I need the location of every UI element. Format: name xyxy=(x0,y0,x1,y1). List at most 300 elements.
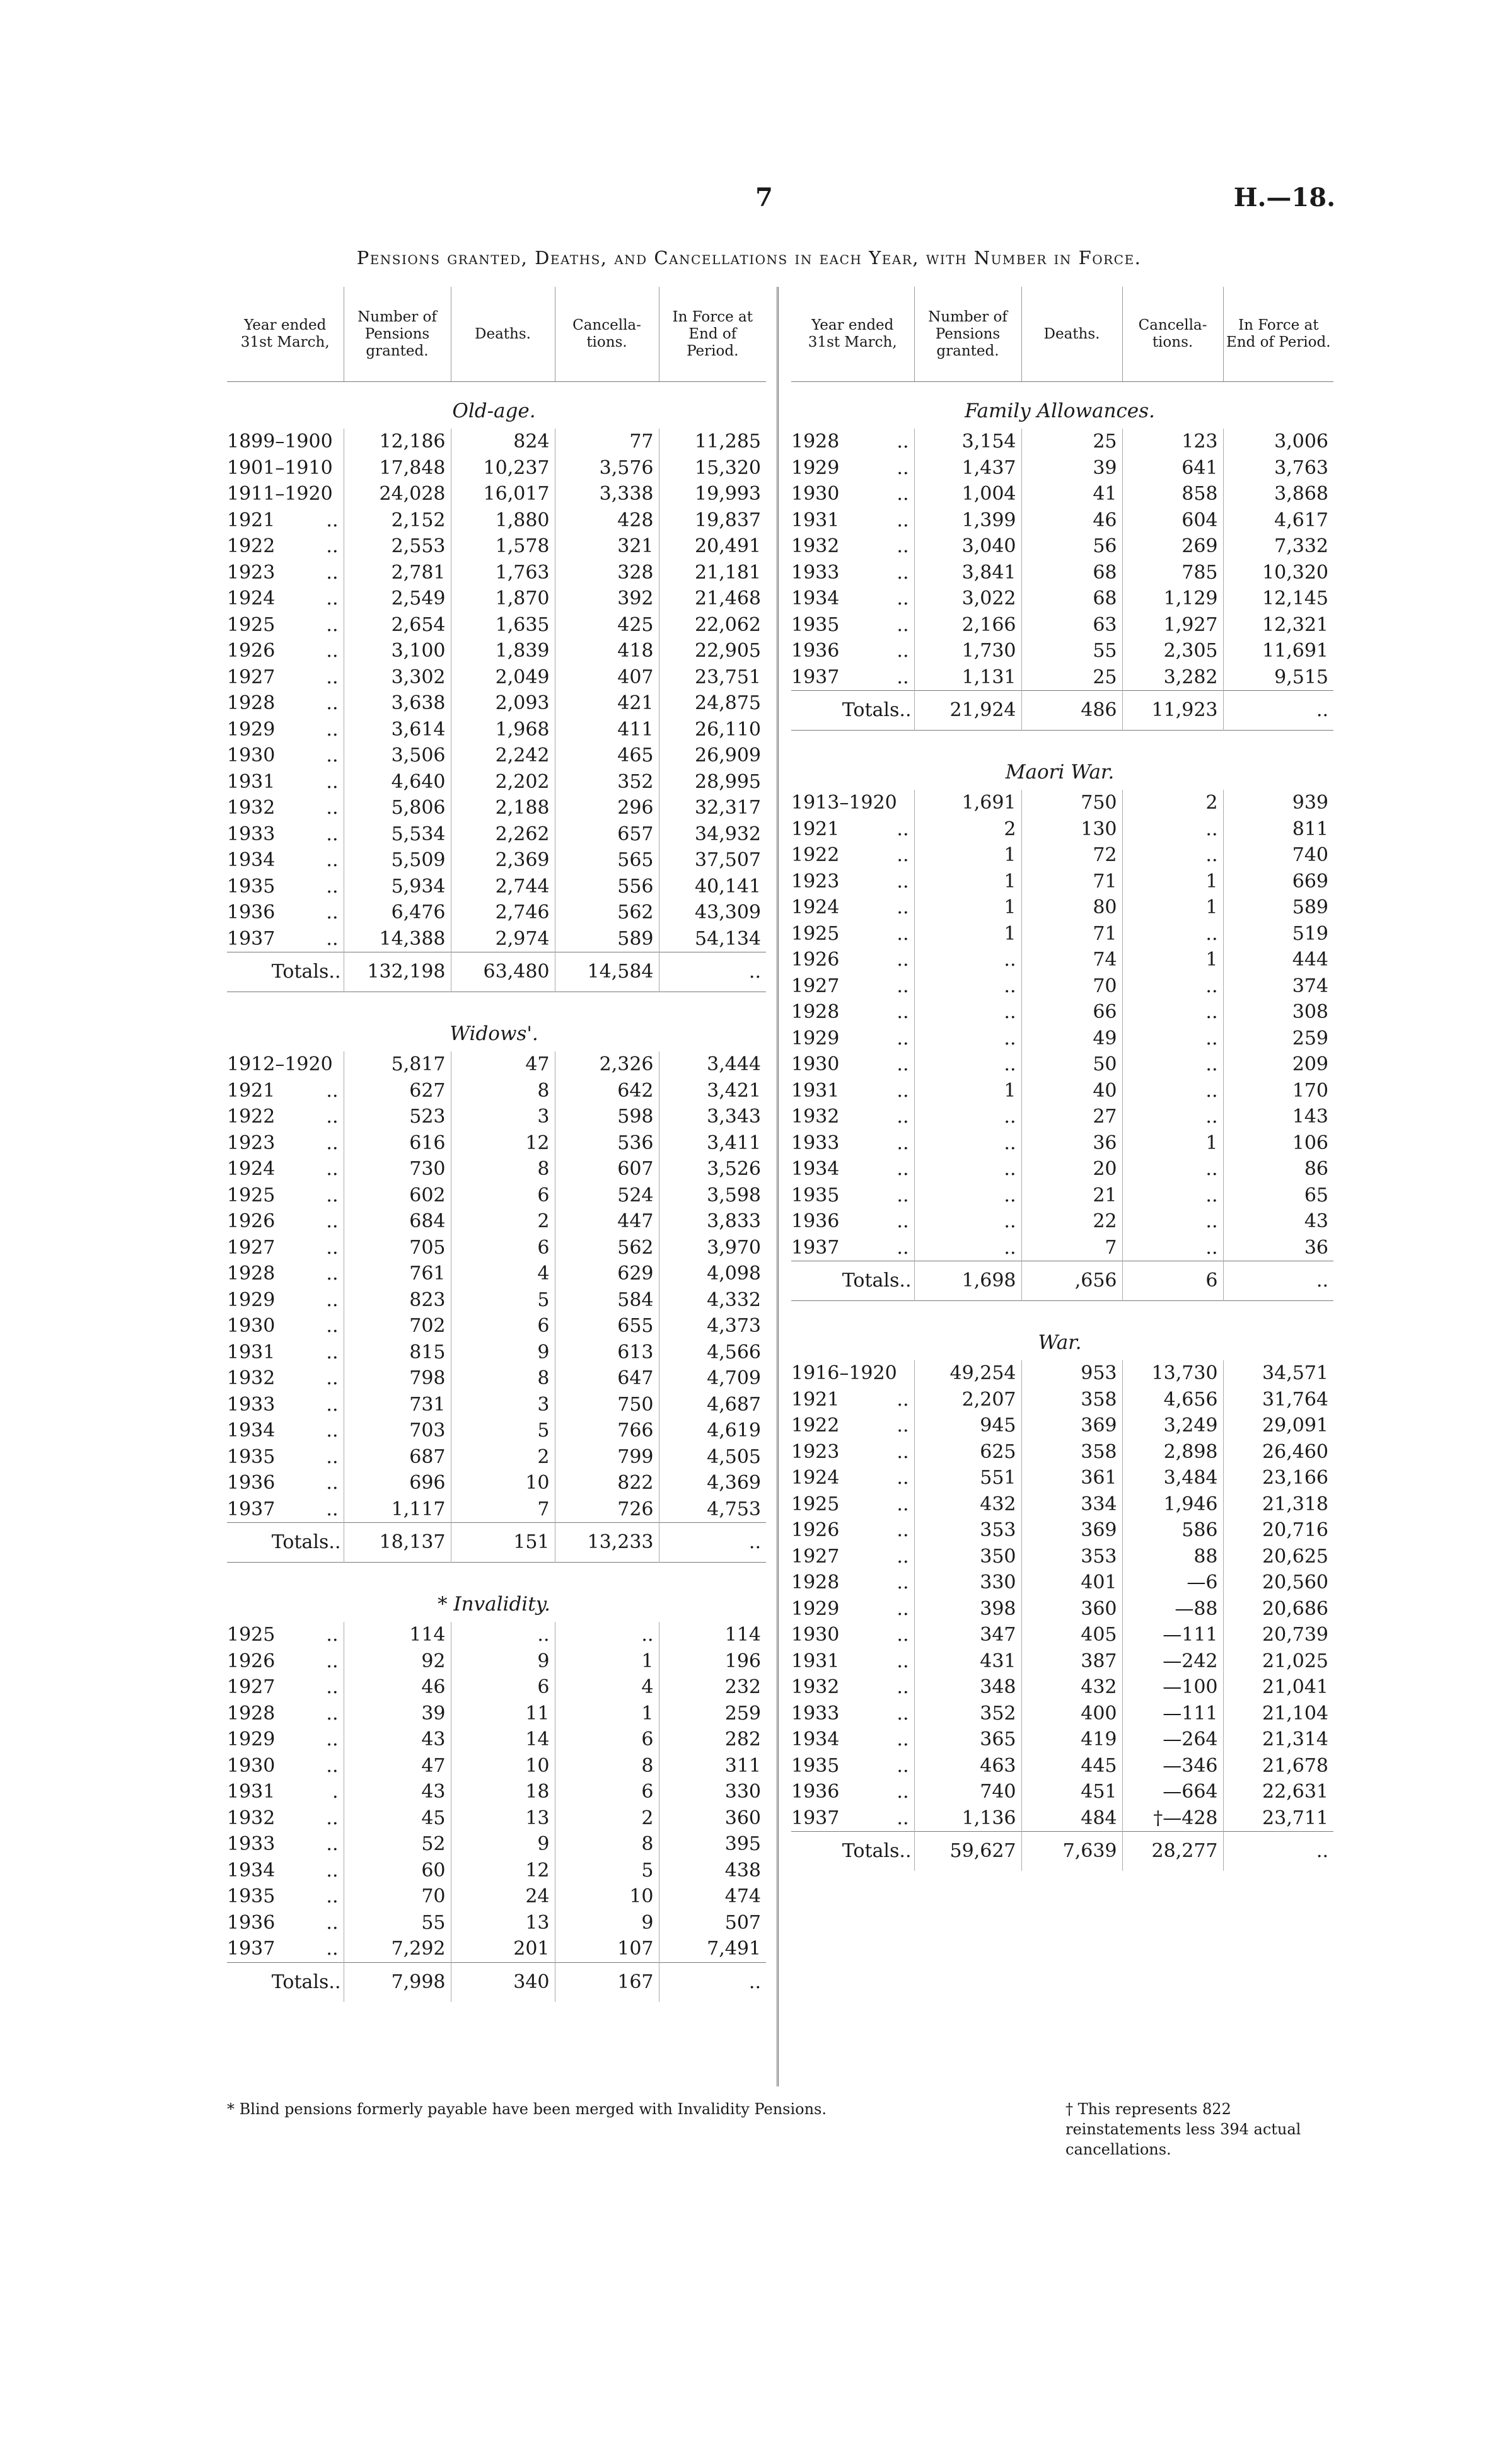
table-row xyxy=(227,743,766,769)
table-row xyxy=(227,1831,766,1858)
deaths-cell: 25 xyxy=(1021,429,1122,455)
cancellations-cell: —111 xyxy=(1122,1622,1223,1648)
leader-dots: .. xyxy=(897,613,909,636)
deaths-cell: 2,369 xyxy=(451,847,555,874)
granted-cell: 24,028 xyxy=(344,481,451,507)
spacer-cell xyxy=(791,1301,1333,1314)
year-cell xyxy=(791,429,914,455)
cancellations-cell: 2 xyxy=(1122,790,1223,816)
totals-granted: 21,924 xyxy=(914,691,1021,731)
table-row xyxy=(227,1104,766,1130)
year-cell xyxy=(227,1183,344,1209)
in-force-cell: 3,526 xyxy=(659,1156,766,1183)
leader-dots: .. xyxy=(326,1650,339,1672)
year-cell xyxy=(791,1130,914,1157)
year-cell xyxy=(227,1701,344,1727)
year-cell xyxy=(227,1648,344,1675)
cancellations-cell: .. xyxy=(1122,1208,1223,1235)
deaths-cell: 46 xyxy=(1021,507,1122,534)
year-label: 1929 xyxy=(791,1027,840,1050)
granted-cell: 823 xyxy=(344,1287,451,1314)
table-row xyxy=(227,1208,766,1235)
deaths-cell: 80 xyxy=(1021,894,1122,921)
year-label: 1926 xyxy=(791,949,840,971)
cancellations-cell: 799 xyxy=(555,1444,659,1471)
table-row xyxy=(227,1648,766,1675)
in-force-cell: 589 xyxy=(1223,894,1333,921)
year-label: 1937 xyxy=(227,1938,276,1960)
in-force-cell: 259 xyxy=(1223,1026,1333,1052)
totals-granted: 7,998 xyxy=(344,1962,451,2002)
table-row xyxy=(791,1156,1333,1183)
year-cell xyxy=(227,1051,344,1078)
granted-cell: 5,817 xyxy=(344,1051,451,1078)
year-cell xyxy=(227,1078,344,1104)
cancellations-cell: .. xyxy=(1122,999,1223,1026)
leader-dots: .. xyxy=(897,561,909,584)
year-cell xyxy=(791,1387,914,1413)
cancellations-cell: 6 xyxy=(555,1727,659,1753)
year-label: 1932 xyxy=(227,1367,276,1389)
granted-cell: 1,437 xyxy=(914,455,1021,482)
cancellations-cell: 328 xyxy=(555,560,659,586)
granted-cell: 5,934 xyxy=(344,874,451,900)
cancellations-cell: 2,305 xyxy=(1122,638,1223,664)
totals-granted: 18,137 xyxy=(344,1523,451,1563)
cancellations-cell: 562 xyxy=(555,1235,659,1261)
deaths-cell: 2,242 xyxy=(451,743,555,769)
cancellations-cell: .. xyxy=(1122,1156,1223,1183)
leader-dots: .. xyxy=(897,1571,909,1594)
year-label: 1935 xyxy=(791,613,840,636)
deaths-cell: 9 xyxy=(451,1648,555,1675)
col-header-year: Year ended 31st March, xyxy=(227,287,344,382)
in-force-cell: 10,320 xyxy=(1223,560,1333,586)
in-force-cell: 37,507 xyxy=(659,847,766,874)
deaths-cell: 68 xyxy=(1021,586,1122,612)
table-row xyxy=(791,1026,1333,1052)
year-cell xyxy=(227,1779,344,1805)
table-row xyxy=(227,1418,766,1444)
year-label: 1925 xyxy=(227,1184,276,1206)
granted-cell: 347 xyxy=(914,1622,1021,1648)
leader-dots: .. xyxy=(326,823,339,845)
table-row xyxy=(791,560,1333,586)
year-cell xyxy=(791,1622,914,1648)
table-row xyxy=(227,1470,766,1496)
table-row xyxy=(791,638,1333,664)
leader-dots: .. xyxy=(897,1236,909,1259)
granted-cell: 684 xyxy=(344,1208,451,1235)
document-reference: H.—18. xyxy=(1233,183,1335,212)
totals-cancellations: 167 xyxy=(555,1962,659,2002)
year-label: 1935 xyxy=(791,1184,840,1206)
in-force-cell: 43 xyxy=(1223,1208,1333,1235)
section-title-row xyxy=(791,382,1333,429)
totals-row xyxy=(227,1523,766,1563)
deaths-cell: 360 xyxy=(1021,1596,1122,1622)
deaths-cell: 358 xyxy=(1021,1387,1122,1413)
granted-cell: 2,553 xyxy=(344,533,451,560)
year-label: 1927 xyxy=(227,666,276,688)
year-cell xyxy=(227,1156,344,1183)
year-cell xyxy=(791,1360,914,1387)
in-force-cell: 22,631 xyxy=(1223,1779,1333,1805)
totals-granted: 1,698 xyxy=(914,1261,1021,1301)
deaths-cell: 25 xyxy=(1021,664,1122,691)
in-force-cell: 282 xyxy=(659,1727,766,1753)
year-label: 1930 xyxy=(791,1053,840,1075)
right-table-body xyxy=(791,382,1333,1871)
granted-cell: 92 xyxy=(344,1648,451,1675)
year-label: 1922 xyxy=(227,535,276,557)
section-title-row xyxy=(227,1575,766,1622)
year-label: 1936 xyxy=(791,1210,840,1232)
table-row xyxy=(791,869,1333,895)
leader-dots: .. xyxy=(897,1158,909,1180)
table-row xyxy=(791,1439,1333,1466)
totals-deaths: 486 xyxy=(1021,691,1122,731)
year-cell xyxy=(227,769,344,795)
leader-dots: .. xyxy=(326,692,339,714)
deaths-cell: 432 xyxy=(1021,1674,1122,1701)
deaths-cell: 21 xyxy=(1021,1183,1122,1209)
year-label: 1937 xyxy=(791,666,840,688)
in-force-cell: 26,460 xyxy=(1223,1439,1333,1466)
granted-cell: 352 xyxy=(914,1701,1021,1727)
year-label: 1928 xyxy=(227,1702,276,1725)
deaths-cell: 14 xyxy=(451,1727,555,1753)
leader-dots: .. xyxy=(897,666,909,688)
granted-cell: 3,302 xyxy=(344,664,451,691)
leader-dots: .. xyxy=(897,509,909,531)
section-spacer xyxy=(227,1563,766,1576)
column-divider xyxy=(777,287,779,2086)
table-row xyxy=(227,455,766,482)
in-force-cell: 374 xyxy=(1223,973,1333,1000)
leader-dots: .. xyxy=(897,1754,909,1777)
deaths-cell: 201 xyxy=(451,1936,555,1962)
cancellations-cell: 1 xyxy=(555,1648,659,1675)
cancellations-cell: 3,338 xyxy=(555,481,659,507)
year-label: 1933 xyxy=(791,561,840,584)
leader-dots: .. xyxy=(326,1624,339,1646)
deaths-cell: 9 xyxy=(451,1339,555,1366)
deaths-cell: 22 xyxy=(1021,1208,1122,1235)
year-label: 1899–1900 xyxy=(227,431,333,453)
table-row xyxy=(791,1360,1333,1387)
granted-cell: 12,186 xyxy=(344,429,451,455)
deaths-cell: 18 xyxy=(451,1779,555,1805)
in-force-cell: 519 xyxy=(1223,921,1333,947)
in-force-cell: 360 xyxy=(659,1805,766,1832)
year-cell xyxy=(791,1544,914,1570)
deaths-cell: 953 xyxy=(1021,1360,1122,1387)
leader-dots: .. xyxy=(326,1445,339,1468)
leader-dots: .. xyxy=(897,1210,909,1232)
table-row xyxy=(227,1078,766,1104)
col-header-deaths: Deaths. xyxy=(1021,287,1122,382)
year-label: 1916–1920 xyxy=(791,1362,897,1384)
cancellations-cell: 1 xyxy=(1122,1130,1223,1157)
deaths-cell: 10 xyxy=(451,1753,555,1779)
table-row xyxy=(227,1287,766,1314)
granted-cell: 1 xyxy=(914,869,1021,895)
year-cell xyxy=(227,1444,344,1471)
year-label: 1932 xyxy=(227,1807,276,1829)
year-cell xyxy=(227,533,344,560)
totals-row xyxy=(791,1832,1333,1871)
in-force-cell: 21,181 xyxy=(659,560,766,586)
year-cell xyxy=(791,1727,914,1753)
deaths-cell: 3 xyxy=(451,1392,555,1418)
year-cell xyxy=(227,717,344,743)
cancellations-cell: 407 xyxy=(555,664,659,691)
cancellations-cell: 1,946 xyxy=(1122,1491,1223,1518)
deaths-cell: 1,870 xyxy=(451,586,555,612)
year-label: 1925 xyxy=(791,922,840,945)
year-cell xyxy=(791,586,914,612)
section-title: Old-age. xyxy=(452,400,536,422)
deaths-cell: 369 xyxy=(1021,1413,1122,1439)
year-label: 1931 xyxy=(227,1341,276,1363)
leader-dots: .. xyxy=(897,949,909,971)
year-cell xyxy=(791,1156,914,1183)
granted-cell: 1,131 xyxy=(914,664,1021,691)
deaths-cell: 5 xyxy=(451,1418,555,1444)
year-cell xyxy=(791,1701,914,1727)
year-cell xyxy=(227,899,344,926)
in-force-cell: 4,098 xyxy=(659,1261,766,1287)
table-row xyxy=(791,1805,1333,1832)
year-label: 1923 xyxy=(227,1131,276,1154)
table-row xyxy=(791,1491,1333,1518)
table-row xyxy=(791,1517,1333,1544)
in-force-cell: 21,678 xyxy=(1223,1753,1333,1779)
year-cell xyxy=(791,894,914,921)
year-label: 1921 xyxy=(791,1388,840,1411)
leader-dots: .. xyxy=(326,1106,339,1128)
in-force-cell: 43,309 xyxy=(659,899,766,926)
table-row xyxy=(791,1596,1333,1622)
granted-cell: 740 xyxy=(914,1779,1021,1805)
granted-cell: 702 xyxy=(344,1313,451,1339)
year-label: 1924 xyxy=(791,896,840,918)
granted-cell: .. xyxy=(914,1235,1021,1261)
cancellations-cell: 465 xyxy=(555,743,659,769)
totals-deaths: ,656 xyxy=(1021,1261,1122,1301)
deaths-cell: 2,049 xyxy=(451,664,555,691)
cancellations-cell: —664 xyxy=(1122,1779,1223,1805)
year-cell xyxy=(791,1570,914,1596)
year-label: 1925 xyxy=(227,613,276,636)
year-label: 1930 xyxy=(791,1624,840,1646)
cancellations-cell: 2,898 xyxy=(1122,1439,1223,1466)
granted-cell: 3,040 xyxy=(914,533,1021,560)
leader-dots: .. xyxy=(897,1597,909,1620)
in-force-cell: 20,739 xyxy=(1223,1622,1333,1648)
cancellations-cell: .. xyxy=(1122,1235,1223,1261)
table-row xyxy=(227,717,766,743)
year-cell xyxy=(791,999,914,1026)
year-cell xyxy=(227,429,344,455)
totals-deaths: 7,639 xyxy=(1021,1832,1122,1871)
cancellations-cell: 296 xyxy=(555,795,659,821)
col-header-in-force: In Force at End of Period. xyxy=(1223,287,1333,382)
in-force-cell: 669 xyxy=(1223,869,1333,895)
in-force-cell: 20,491 xyxy=(659,533,766,560)
year-label: 1932 xyxy=(791,535,840,557)
leader-dots: .. xyxy=(897,431,909,453)
leader-dots: .. xyxy=(326,1676,339,1698)
in-force-cell: 4,619 xyxy=(659,1418,766,1444)
deaths-cell: 71 xyxy=(1021,921,1122,947)
in-force-cell: 507 xyxy=(659,1910,766,1936)
deaths-cell: 484 xyxy=(1021,1805,1122,1832)
section-spacer xyxy=(791,731,1333,744)
leader-dots: .. xyxy=(326,875,339,898)
deaths-cell: 10 xyxy=(451,1470,555,1496)
table-row xyxy=(227,926,766,952)
granted-cell: 17,848 xyxy=(344,455,451,482)
leader-dots: .. xyxy=(326,535,339,557)
leader-dots: .. xyxy=(897,1106,909,1128)
year-cell xyxy=(791,481,914,507)
cancellations-cell: 428 xyxy=(555,507,659,534)
cancellations-cell: 447 xyxy=(555,1208,659,1235)
cancellations-cell: 613 xyxy=(555,1339,659,1366)
year-label: 1928 xyxy=(791,431,840,453)
cancellations-cell: —242 xyxy=(1122,1648,1223,1675)
in-force-cell: 106 xyxy=(1223,1130,1333,1157)
table-row xyxy=(791,481,1333,507)
cancellations-cell: 3,576 xyxy=(555,455,659,482)
granted-cell: .. xyxy=(914,1183,1021,1209)
year-label: 1929 xyxy=(227,1728,276,1750)
cancellations-cell: .. xyxy=(1122,842,1223,869)
year-cell xyxy=(791,1051,914,1078)
totals-label: Totals.. xyxy=(791,691,914,731)
table-row xyxy=(791,1570,1333,1596)
table-row xyxy=(227,1444,766,1471)
year-label: 1929 xyxy=(791,456,840,479)
cancellations-cell: 10 xyxy=(555,1883,659,1910)
cancellations-cell: 9 xyxy=(555,1910,659,1936)
year-label: 1927 xyxy=(791,1545,840,1568)
deaths-cell: 6 xyxy=(451,1313,555,1339)
in-force-cell: 22,905 xyxy=(659,638,766,664)
deaths-cell: 47 xyxy=(451,1051,555,1078)
year-cell xyxy=(791,1413,914,1439)
granted-cell: 60 xyxy=(344,1858,451,1884)
in-force-cell: 31,764 xyxy=(1223,1387,1333,1413)
deaths-cell: 405 xyxy=(1021,1622,1122,1648)
table-row xyxy=(791,1674,1333,1701)
year-label: 1931 xyxy=(227,1781,276,1803)
year-cell xyxy=(227,1883,344,1910)
leader-dots: .. xyxy=(326,744,339,766)
table-row xyxy=(791,533,1333,560)
year-label: 1930 xyxy=(227,1754,276,1777)
deaths-cell: 4 xyxy=(451,1261,555,1287)
leader-dots: .. xyxy=(326,1341,339,1363)
year-label: 1926 xyxy=(227,640,276,662)
granted-cell: 6,476 xyxy=(344,899,451,926)
year-cell xyxy=(791,638,914,664)
granted-cell: .. xyxy=(914,1104,1021,1130)
cancellations-cell: 6 xyxy=(555,1779,659,1805)
cancellations-cell: 352 xyxy=(555,769,659,795)
deaths-cell: 387 xyxy=(1021,1648,1122,1675)
in-force-cell: 24,875 xyxy=(659,690,766,717)
in-force-cell: 34,571 xyxy=(1223,1360,1333,1387)
leader-dots: .. xyxy=(326,613,339,636)
year-cell xyxy=(227,1470,344,1496)
year-label: 1935 xyxy=(227,1445,276,1468)
pensions-table-right xyxy=(791,287,1333,1871)
cancellations-cell: 418 xyxy=(555,638,659,664)
section-spacer xyxy=(227,992,766,1005)
table-row xyxy=(227,874,766,900)
year-cell xyxy=(791,1104,914,1130)
granted-cell: 815 xyxy=(344,1339,451,1366)
in-force-cell: 811 xyxy=(1223,816,1333,843)
in-force-cell: 196 xyxy=(659,1648,766,1675)
deaths-cell: 2,188 xyxy=(451,795,555,821)
table-row xyxy=(791,586,1333,612)
table-row xyxy=(227,586,766,612)
leader-dots: .. xyxy=(897,1702,909,1725)
year-label: 1932 xyxy=(791,1106,840,1128)
granted-cell: 5,806 xyxy=(344,795,451,821)
section-title: Maori War. xyxy=(1005,761,1115,784)
year-cell xyxy=(227,1261,344,1287)
leader-dots: .. xyxy=(326,1833,339,1855)
year-label: 1933 xyxy=(227,1833,276,1855)
cancellations-cell: —264 xyxy=(1122,1727,1223,1753)
header-row xyxy=(227,287,766,382)
year-label: 1928 xyxy=(227,1263,276,1285)
pensions-table-left xyxy=(227,287,766,2002)
cancellations-cell: 2 xyxy=(555,1805,659,1832)
section-title: * Invalidity. xyxy=(438,1593,550,1616)
deaths-cell: 445 xyxy=(1021,1753,1122,1779)
cancellations-cell: 1,129 xyxy=(1122,586,1223,612)
year-label: 1929 xyxy=(791,1597,840,1620)
deaths-cell: 68 xyxy=(1021,560,1122,586)
in-force-cell: 11,285 xyxy=(659,429,766,455)
in-force-cell: 330 xyxy=(659,1779,766,1805)
deaths-cell: 50 xyxy=(1021,1051,1122,1078)
granted-cell: 49,254 xyxy=(914,1360,1021,1387)
deaths-cell: 39 xyxy=(1021,455,1122,482)
leader-dots: .. xyxy=(326,1367,339,1389)
granted-cell: .. xyxy=(914,947,1021,973)
leader-dots: .. xyxy=(326,1702,339,1725)
cancellations-cell: 321 xyxy=(555,533,659,560)
granted-cell: 39 xyxy=(344,1701,451,1727)
year-cell xyxy=(791,1183,914,1209)
in-force-cell: 7,491 xyxy=(659,1936,766,1962)
table-row xyxy=(227,1496,766,1523)
year-label: 1930 xyxy=(227,744,276,766)
granted-cell: 1,730 xyxy=(914,638,1021,664)
in-force-cell: 3,970 xyxy=(659,1235,766,1261)
cancellations-cell: .. xyxy=(1122,921,1223,947)
table-row xyxy=(791,1104,1333,1130)
cancellations-cell: 562 xyxy=(555,899,659,926)
table-row xyxy=(227,1910,766,1936)
